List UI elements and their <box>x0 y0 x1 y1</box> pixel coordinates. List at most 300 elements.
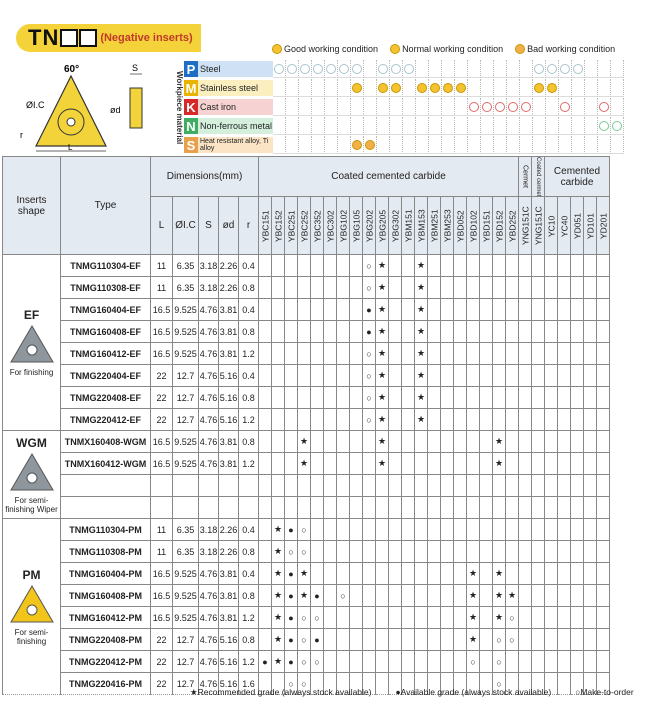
dimension-value: 9.525 <box>173 563 199 585</box>
grade-mark <box>389 629 402 651</box>
grade-header: YBM151 <box>402 197 415 255</box>
grade-mark <box>285 431 298 453</box>
grade-header: YBM153 <box>415 197 428 255</box>
condition-smiley-icon <box>482 102 492 112</box>
grade-mark <box>272 431 285 453</box>
grade-mark <box>363 585 376 607</box>
grade-mark <box>337 651 350 673</box>
grade-mark <box>259 299 272 321</box>
condition-cell <box>598 60 611 78</box>
dimension-value: 22 <box>151 651 173 673</box>
condition-cell <box>585 60 598 78</box>
condition-cell <box>299 60 312 78</box>
grade-mark <box>402 321 415 343</box>
condition-cell <box>546 117 559 135</box>
dimension-value: 22 <box>151 629 173 651</box>
grade-mark <box>363 651 376 673</box>
grade-mark: ★ <box>376 453 389 475</box>
grade-header: YBM251 <box>428 197 441 255</box>
dimension-value: 0.4 <box>239 365 259 387</box>
grade-mark <box>259 497 272 519</box>
dimension-value: 0.4 <box>239 255 259 277</box>
condition-cell <box>312 98 325 116</box>
table-row <box>3 409 610 431</box>
grade-mark <box>545 277 558 299</box>
grade-mark <box>467 255 480 277</box>
grade-mark <box>480 431 493 453</box>
grade-mark <box>584 497 597 519</box>
grade-mark: ★ <box>493 431 506 453</box>
condition-cell <box>598 117 611 135</box>
grade-mark <box>597 475 610 497</box>
grade-mark <box>324 475 337 497</box>
grade-header: YD051 <box>571 197 584 255</box>
grade-mark <box>493 497 506 519</box>
grade-mark: ○ <box>337 585 350 607</box>
condition-cell <box>611 136 624 154</box>
condition-cell <box>299 136 312 154</box>
grade-mark <box>376 563 389 585</box>
dimension-value: 16.5 <box>151 585 173 607</box>
material-name: Cast iron <box>198 99 273 115</box>
grade-mark <box>428 519 441 541</box>
grade-mark <box>350 255 363 277</box>
dimension-value: 3.81 <box>219 343 239 365</box>
dimension-value: 0.8 <box>239 541 259 563</box>
series-prefix: TN <box>28 25 60 50</box>
condition-cell <box>468 79 481 97</box>
condition-legend <box>272 44 615 54</box>
grade-mark <box>584 541 597 563</box>
grade-mark <box>272 453 285 475</box>
dimension-value <box>219 497 239 519</box>
grade-mark: ★ <box>272 629 285 651</box>
table-row <box>3 255 610 277</box>
grade-mark <box>545 343 558 365</box>
grade-mark <box>272 277 285 299</box>
condition-cell <box>390 60 403 78</box>
grade-mark <box>350 409 363 431</box>
grade-mark <box>493 541 506 563</box>
condition-cell <box>312 117 325 135</box>
grade-mark <box>324 299 337 321</box>
condition-cell <box>494 117 507 135</box>
dimension-value <box>219 475 239 497</box>
grade-mark: ○ <box>363 365 376 387</box>
header-dim-4: r <box>239 197 259 255</box>
grade-header: YBC352 <box>311 197 324 255</box>
condition-cell <box>572 60 585 78</box>
grade-header: YBC152 <box>272 197 285 255</box>
grade-mark <box>337 519 350 541</box>
condition-cell <box>299 98 312 116</box>
grade-mark <box>285 497 298 519</box>
condition-cell <box>468 98 481 116</box>
grade-mark <box>272 365 285 387</box>
grade-mark <box>571 321 584 343</box>
grade-mark <box>337 475 350 497</box>
condition-cell <box>455 117 468 135</box>
condition-cell <box>325 117 338 135</box>
grade-header: YC10 <box>545 197 558 255</box>
grade-mark <box>311 255 324 277</box>
condition-cell <box>481 117 494 135</box>
condition-cell <box>559 79 572 97</box>
grade-mark <box>402 629 415 651</box>
material-name: Non-ferrous metal <box>198 118 273 134</box>
workpiece-material-label: Workpiece material <box>175 71 184 145</box>
grade-mark: ★ <box>415 343 428 365</box>
grade-mark <box>402 299 415 321</box>
grade-mark <box>311 453 324 475</box>
dimension-value: 11 <box>151 277 173 299</box>
grade-mark <box>532 387 545 409</box>
grade-mark <box>532 497 545 519</box>
grade-mark <box>259 365 272 387</box>
condition-cell <box>520 136 533 154</box>
grade-mark <box>597 343 610 365</box>
dimension-value: 16.5 <box>151 607 173 629</box>
grade-mark <box>441 497 454 519</box>
condition-cell <box>585 117 598 135</box>
grade-mark <box>415 497 428 519</box>
grade-mark: ○ <box>506 607 519 629</box>
condition-smiley-icon <box>352 83 362 93</box>
grade-mark <box>428 255 441 277</box>
series-title <box>16 24 201 52</box>
grade-mark <box>571 365 584 387</box>
grade-mark <box>532 651 545 673</box>
condition-cell <box>351 98 364 116</box>
dimension-value: 12.7 <box>173 629 199 651</box>
grade-mark <box>259 475 272 497</box>
grade-mark <box>402 453 415 475</box>
grade-mark <box>298 409 311 431</box>
table-row <box>3 343 610 365</box>
grade-mark <box>324 255 337 277</box>
insert-type: TNMG110308-PM <box>61 541 151 563</box>
grade-mark <box>597 365 610 387</box>
dimension-value: 4.76 <box>199 431 219 453</box>
grade-mark <box>584 343 597 365</box>
grade-mark <box>532 431 545 453</box>
grade-mark <box>454 321 467 343</box>
condition-cell <box>494 79 507 97</box>
grade-header: YBD152 <box>493 197 506 255</box>
grade-mark <box>350 299 363 321</box>
grade-mark <box>558 497 571 519</box>
grade-header: YD101 <box>584 197 597 255</box>
condition-cell <box>351 60 364 78</box>
material-row-n <box>184 117 273 135</box>
grade-mark <box>467 519 480 541</box>
grade-mark <box>519 629 532 651</box>
dimension-value: 9.525 <box>173 431 199 453</box>
grade-mark <box>363 519 376 541</box>
condition-cell <box>572 98 585 116</box>
grade-mark <box>350 607 363 629</box>
condition-cell <box>299 79 312 97</box>
grade-mark <box>519 497 532 519</box>
condition-cell <box>416 98 429 116</box>
grade-mark <box>402 277 415 299</box>
grade-mark <box>441 409 454 431</box>
condition-cell <box>390 79 403 97</box>
grade-mark <box>597 563 610 585</box>
grade-mark <box>324 563 337 585</box>
grade-mark <box>389 607 402 629</box>
grade-mark <box>389 651 402 673</box>
dimension-value: 22 <box>151 387 173 409</box>
grade-mark: ★ <box>467 563 480 585</box>
condition-cell <box>533 136 546 154</box>
grade-mark <box>558 475 571 497</box>
grade-mark <box>376 629 389 651</box>
condition-cell <box>325 60 338 78</box>
grade-mark <box>571 651 584 673</box>
grade-mark <box>506 497 519 519</box>
grade-mark <box>285 365 298 387</box>
condition-cell <box>364 117 377 135</box>
grade-mark: ○ <box>285 541 298 563</box>
condition-cell <box>494 60 507 78</box>
grade-mark: ★ <box>272 585 285 607</box>
grade-mark <box>545 497 558 519</box>
grade-mark <box>324 607 337 629</box>
grade-mark <box>350 431 363 453</box>
grade-mark <box>519 519 532 541</box>
condition-cell <box>494 136 507 154</box>
grade-mark <box>402 497 415 519</box>
grade-header: YBG202 <box>363 197 376 255</box>
insert-type: TNMG110304-EF <box>61 255 151 277</box>
grade-mark <box>389 255 402 277</box>
grade-mark <box>506 299 519 321</box>
grade-mark <box>454 453 467 475</box>
grade-mark <box>285 299 298 321</box>
grade-mark <box>506 277 519 299</box>
grade-mark <box>337 365 350 387</box>
grade-mark <box>285 277 298 299</box>
grade-mark <box>493 277 506 299</box>
condition-cell <box>572 117 585 135</box>
grade-mark <box>571 585 584 607</box>
dimension-value: 22 <box>151 673 173 695</box>
condition-smiley-icon <box>534 64 544 74</box>
condition-cell <box>286 98 299 116</box>
dimension-value: 9.525 <box>173 585 199 607</box>
grade-mark <box>480 607 493 629</box>
condition-cell <box>559 136 572 154</box>
condition-cell <box>390 117 403 135</box>
insert-type <box>61 497 151 519</box>
grade-mark: ● <box>311 585 324 607</box>
grade-mark <box>298 255 311 277</box>
grade-mark: ● <box>285 563 298 585</box>
grade-mark <box>311 563 324 585</box>
grade-mark <box>441 387 454 409</box>
dimension-value <box>199 497 219 519</box>
insert-type: TNMG220412-EF <box>61 409 151 431</box>
grade-mark <box>506 519 519 541</box>
grade-mark <box>389 585 402 607</box>
insert-shape-cell <box>3 255 61 431</box>
dimension-value: 6.35 <box>173 255 199 277</box>
grade-mark <box>493 365 506 387</box>
header-cermet: Cermet <box>519 157 532 197</box>
condition-cell <box>507 79 520 97</box>
grade-mark <box>571 563 584 585</box>
grade-mark <box>519 607 532 629</box>
grade-mark: ★ <box>415 321 428 343</box>
condition-smiley-icon <box>573 64 583 74</box>
condition-cell <box>507 136 520 154</box>
grade-mark <box>480 519 493 541</box>
table-row <box>3 321 610 343</box>
grade-mark: ○ <box>493 629 506 651</box>
grade-mark <box>558 387 571 409</box>
condition-cell <box>338 60 351 78</box>
grade-mark: ★ <box>467 629 480 651</box>
grade-mark <box>558 585 571 607</box>
dimension-value: 5.16 <box>219 409 239 431</box>
grade-mark <box>584 387 597 409</box>
grade-mark <box>558 409 571 431</box>
grade-mark: ★ <box>298 453 311 475</box>
grade-mark <box>337 343 350 365</box>
grade-mark: ○ <box>363 255 376 277</box>
condition-cell <box>507 98 520 116</box>
grade-mark <box>506 387 519 409</box>
dimension-value: 3.81 <box>219 585 239 607</box>
material-letter: S <box>184 137 198 153</box>
grade-mark <box>259 541 272 563</box>
condition-smiley-icon <box>469 102 479 112</box>
table-row <box>3 387 610 409</box>
grade-mark: ★ <box>493 563 506 585</box>
grade-mark <box>337 277 350 299</box>
condition-cell <box>429 98 442 116</box>
legend-good: Good working condition <box>272 44 378 54</box>
grade-mark <box>350 563 363 585</box>
table-row <box>3 651 610 673</box>
grade-mark <box>337 431 350 453</box>
grade-mark: ★ <box>415 277 428 299</box>
grade-mark <box>454 519 467 541</box>
grade-mark <box>454 651 467 673</box>
condition-cell <box>351 136 364 154</box>
condition-smiley-icon <box>352 140 362 150</box>
grade-mark <box>350 497 363 519</box>
grade-mark <box>285 343 298 365</box>
condition-cell <box>416 79 429 97</box>
dimension-value: 3.81 <box>219 321 239 343</box>
grade-mark <box>584 585 597 607</box>
shape-code: EF <box>23 308 40 323</box>
grade-mark: ★ <box>272 519 285 541</box>
yellow-insert-icon <box>7 582 57 626</box>
grade-mark <box>454 475 467 497</box>
grade-mark <box>454 563 467 585</box>
dimension-value: 3.81 <box>219 607 239 629</box>
grade-mark <box>532 277 545 299</box>
legend-normal: Normal working condition <box>390 44 503 54</box>
grade-mark: ★ <box>376 343 389 365</box>
shape-description: For semi-finishing <box>14 627 49 646</box>
grade-mark <box>311 475 324 497</box>
grade-mark: ★ <box>467 585 480 607</box>
grade-mark <box>545 365 558 387</box>
grade-mark <box>558 255 571 277</box>
grade-mark <box>259 607 272 629</box>
dimension-value: 4.76 <box>199 299 219 321</box>
d-label: ød <box>110 105 121 115</box>
grade-mark <box>363 629 376 651</box>
grade-mark: ★ <box>376 321 389 343</box>
grade-mark <box>584 431 597 453</box>
condition-cell <box>507 117 520 135</box>
grade-mark <box>467 497 480 519</box>
condition-cell <box>377 136 390 154</box>
grade-mark <box>311 409 324 431</box>
grade-mark <box>493 387 506 409</box>
grade-header: YBG105 <box>350 197 363 255</box>
condition-cell <box>468 136 481 154</box>
dimension-value: 3.81 <box>219 431 239 453</box>
grade-mark <box>493 321 506 343</box>
grade-mark <box>480 497 493 519</box>
grade-mark <box>311 519 324 541</box>
grade-mark <box>480 563 493 585</box>
grade-mark <box>558 365 571 387</box>
condition-smiley-icon <box>352 64 362 74</box>
grade-mark <box>324 519 337 541</box>
grade-mark <box>571 519 584 541</box>
condition-cell <box>494 98 507 116</box>
dimension-value <box>239 497 259 519</box>
grade-mark <box>376 541 389 563</box>
grade-mark <box>480 365 493 387</box>
grade-mark <box>402 387 415 409</box>
dimension-value: 4.76 <box>199 651 219 673</box>
condition-smiley-icon <box>313 64 323 74</box>
grade-mark <box>402 607 415 629</box>
dimension-value: 1.2 <box>239 607 259 629</box>
grade-mark <box>311 299 324 321</box>
grade-mark <box>350 321 363 343</box>
grade-mark <box>493 475 506 497</box>
grade-mark <box>545 519 558 541</box>
grade-mark: ● <box>285 519 298 541</box>
grade-mark <box>428 563 441 585</box>
grade-mark <box>402 519 415 541</box>
grade-mark <box>454 299 467 321</box>
grade-header: YBD102 <box>467 197 480 255</box>
grade-mark <box>584 277 597 299</box>
dimension-value: 9.525 <box>173 607 199 629</box>
material-name: Steel <box>198 61 273 77</box>
grade-mark <box>597 541 610 563</box>
grade-mark <box>428 365 441 387</box>
condition-cell <box>429 136 442 154</box>
condition-cell <box>598 98 611 116</box>
condition-cell <box>338 98 351 116</box>
grade-mark: ★ <box>298 585 311 607</box>
grade-mark <box>272 255 285 277</box>
insert-type: TNMG160404-EF <box>61 299 151 321</box>
smiley-good-icon <box>272 44 282 54</box>
grade-mark <box>519 563 532 585</box>
